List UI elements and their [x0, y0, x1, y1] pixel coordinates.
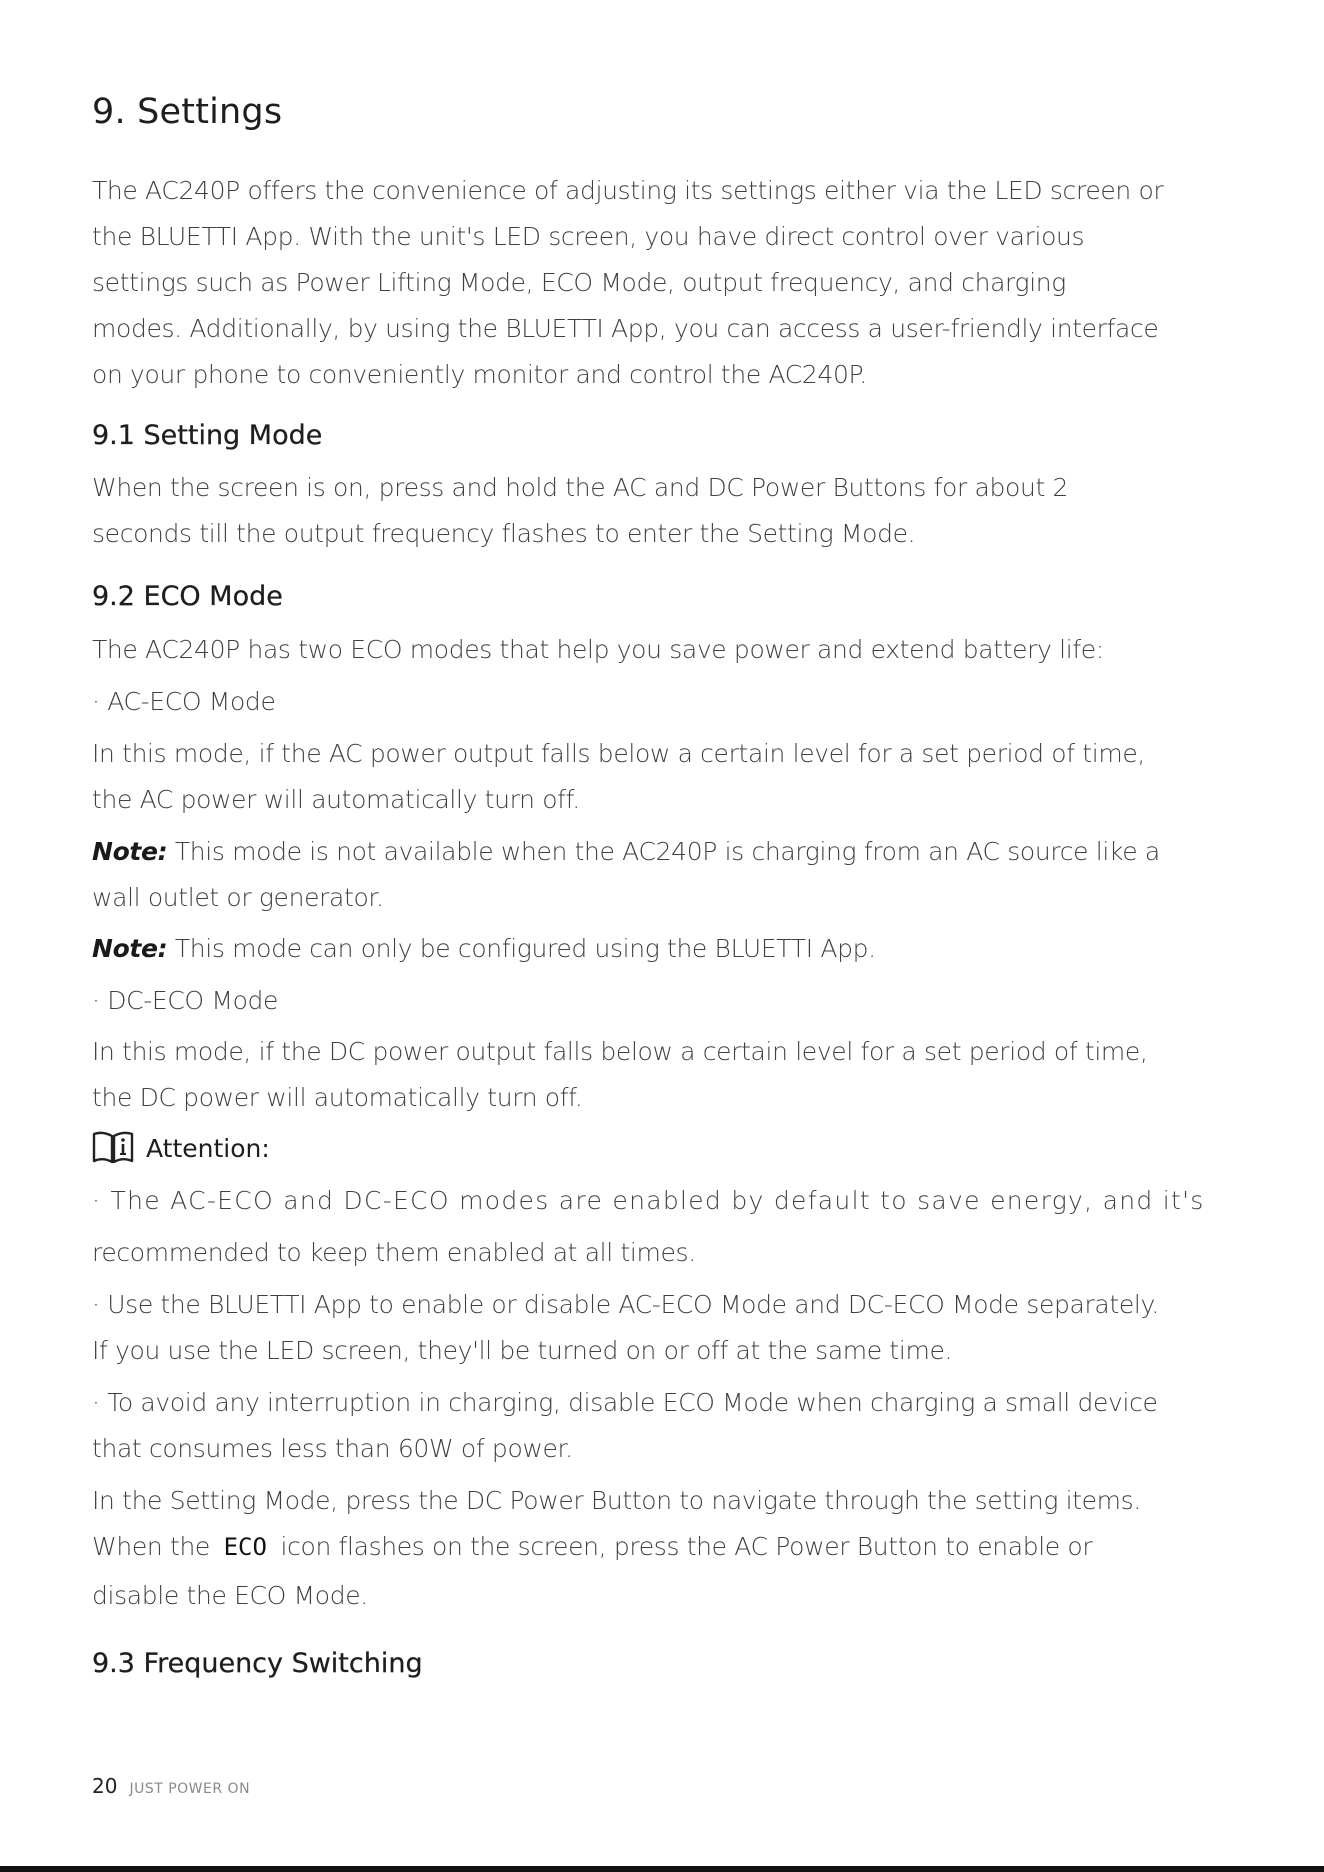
note-label: Note: — [92, 934, 168, 963]
nav-line-2 — [92, 1524, 1092, 1570]
note-1 — [92, 829, 1252, 921]
attention-header — [92, 1130, 270, 1166]
text-line: seconds till the output frequency flashes to enter the Setting Mode. — [92, 519, 916, 548]
page-number: 20 — [92, 1774, 118, 1798]
note-text: This mode is not available when the AC240P is charging from an AC source like a — [167, 837, 1160, 866]
intro-line: The AC240P offers the convenience of adjusting its settings either via the LED screen or — [92, 176, 1164, 205]
attention-bullet-1: · The AC-ECO and DC-ECO modes are enabled by default to save energy, and it's — [92, 1186, 1205, 1215]
note-text: This mode can only be configured using the BLUETTI App. — [167, 934, 876, 963]
intro-line: modes. Additionally, by using the BLUETTI App, you can access a user-friendly interface — [92, 314, 1159, 343]
nav-line-3: disable the ECO Mode. — [92, 1581, 368, 1610]
text-fragment: icon flashes on the screen, press the AC Power Button to enable or — [272, 1532, 1093, 1561]
note-label: Note: — [92, 837, 168, 866]
text-line: In this mode, if the DC power output falls below a certain level for a set period of time, — [92, 1037, 1148, 1066]
attention-bullet-1-cont: recommended to keep them enabled at all times. — [92, 1238, 696, 1267]
attention-bullet-3 — [92, 1380, 1252, 1472]
text-line: that consumes less than 60W of power. — [92, 1434, 573, 1463]
intro-line: the BLUETTI App. With the unit's LED screen, you have direct control over various — [92, 222, 1085, 251]
attention-label: Attention: — [146, 1133, 270, 1163]
page-footer — [92, 1774, 250, 1798]
dc-eco-text — [92, 1029, 1252, 1121]
intro-paragraph — [92, 168, 1252, 398]
text-fragment: When the — [92, 1532, 218, 1561]
section-9-1-title: 9.1 Setting Mode — [92, 420, 323, 451]
note-2 — [92, 926, 876, 972]
nav-line-1: In the Setting Mode, press the DC Power Button to navigate through the setting items. — [92, 1486, 1141, 1515]
attention-bullet-2 — [92, 1282, 1252, 1374]
text-line: · To avoid any interruption in charging, disable ECO Mode when charging a small device — [92, 1388, 1158, 1417]
dc-eco-heading: · DC-ECO Mode — [92, 986, 279, 1015]
intro-line: on your phone to conveniently monitor and control the AC240P. — [92, 360, 867, 389]
section-9-1-text — [92, 465, 1252, 557]
ac-eco-text — [92, 731, 1252, 823]
section-9-2-title: 9.2 ECO Mode — [92, 581, 283, 612]
bottom-border — [0, 1866, 1324, 1872]
footer-slogan: JUST POWER ON — [129, 1781, 251, 1797]
text-line: If you use the LED screen, they'll be turned on or off at the same time. — [92, 1336, 953, 1365]
page-title: 9. Settings — [92, 92, 283, 132]
eco-intro: The AC240P has two ECO modes that help you save power and extend battery life: — [92, 635, 1104, 664]
text-line: When the screen is on, press and hold the AC and DC Power Buttons for about 2 — [92, 473, 1069, 502]
section-9-3-title: 9.3 Frequency Switching — [92, 1648, 423, 1679]
text-line: the AC power will automatically turn off. — [92, 785, 580, 814]
info-book-icon — [92, 1130, 134, 1166]
eco-icon: ECO — [223, 1533, 267, 1561]
ac-eco-heading: · AC-ECO Mode — [92, 687, 276, 716]
text-line: · Use the BLUETTI App to enable or disable AC-ECO Mode and DC-ECO Mode separately. — [92, 1290, 1159, 1319]
text-line: the DC power will automatically turn off. — [92, 1083, 583, 1112]
intro-line: settings such as Power Lifting Mode, ECO Mode, output frequency, and charging — [92, 268, 1066, 297]
text-line: In this mode, if the AC power output falls below a certain level for a set period of time, — [92, 739, 1145, 768]
note-text: wall outlet or generator. — [92, 883, 384, 912]
